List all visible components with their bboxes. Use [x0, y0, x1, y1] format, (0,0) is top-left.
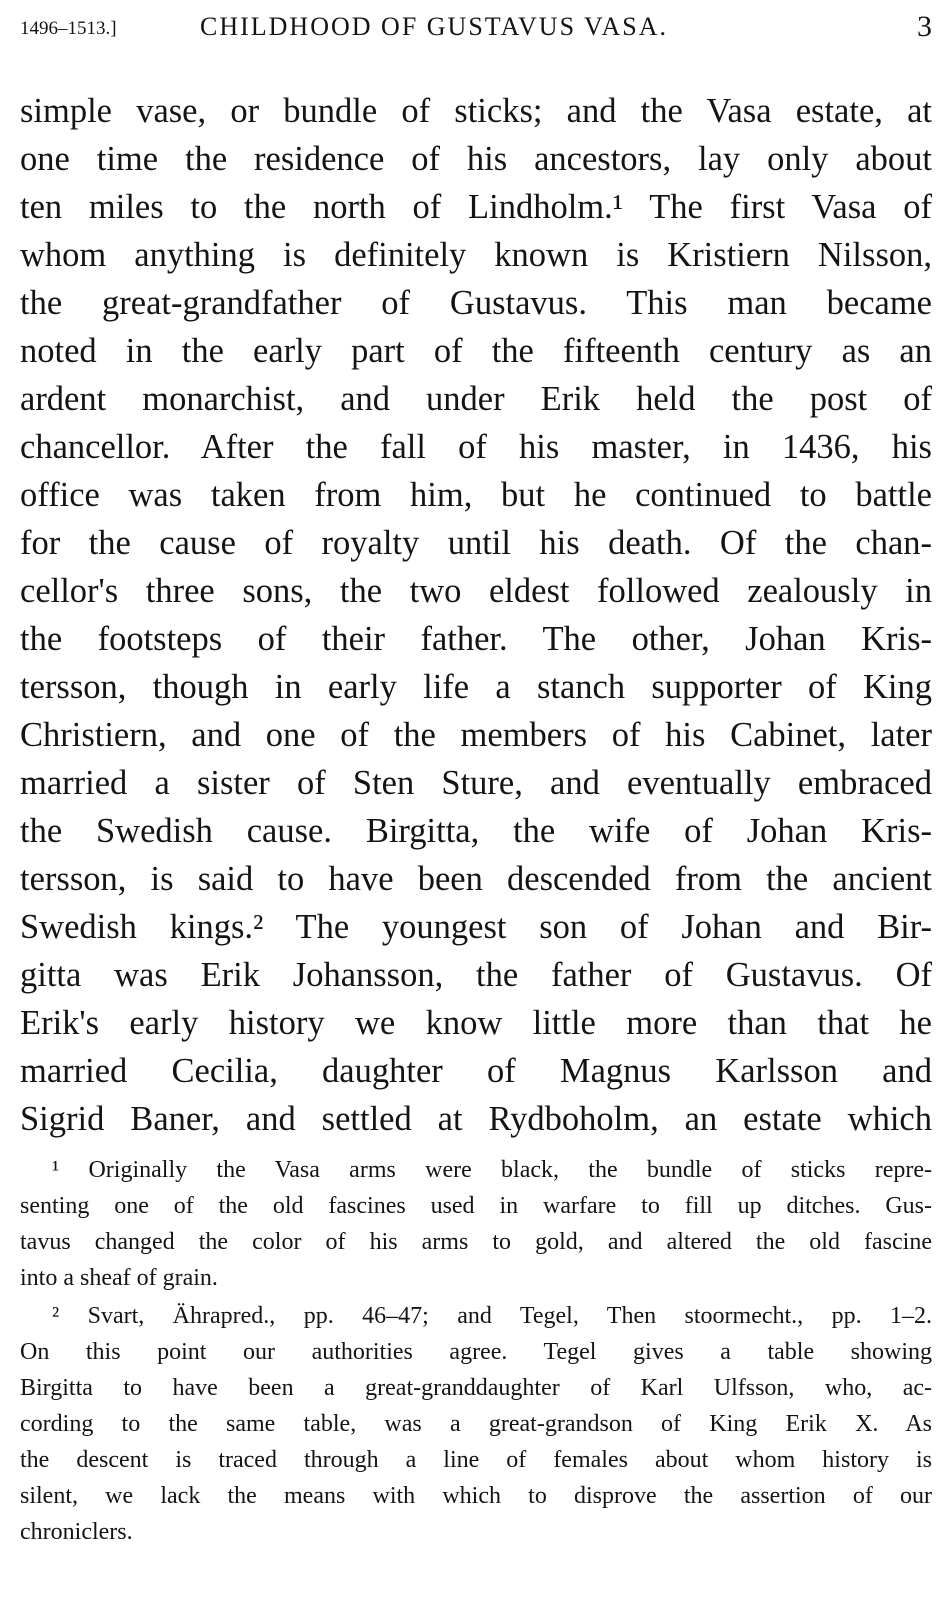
body-line: ten miles to the north of Lindholm.¹ The first Vasa of — [20, 188, 932, 226]
body-line: Christiern, and one of the members of his Cabinet, later — [20, 716, 932, 754]
body-line: the Swedish cause. Birgitta, the wife of Johan Kris- — [20, 812, 932, 850]
body-line: cellor's three sons, the two eldest followed zealously in — [20, 572, 932, 610]
body-line: one time the residence of his ancestors, lay only about — [20, 140, 932, 178]
body-line: ardent monarchist, and under Erik held the post of — [20, 380, 932, 418]
footnote-2-line: the descent is traced through a line of females about whom history is — [20, 1447, 932, 1473]
footnote-1-line: senting one of the old fascines used in warfare to fill up ditches. Gus- — [20, 1193, 932, 1219]
running-header — [20, 8, 932, 48]
body-line: noted in the early part of the fifteenth century as an — [20, 332, 932, 370]
body-line: the great-grandfather of Gustavus. This man became — [20, 284, 932, 322]
body-line: tersson, though in early life a stanch supporter of King — [20, 668, 932, 706]
body-line: married a sister of Sten Sture, and eventually embraced — [20, 764, 932, 802]
body-line: the footsteps of their father. The other, Johan Kris- — [20, 620, 932, 658]
body-line: whom anything is definitely known is Kristiern Nilsson, — [20, 236, 932, 274]
footnote-2-line: ² Svart, Ährapred., pp. 46–47; and Tegel, Then stoormecht., pp. 1–2. — [52, 1303, 932, 1329]
body-line: married Cecilia, daughter of Magnus Karlsson and — [20, 1052, 932, 1090]
footnote-2-line: silent, we lack the means with which to disprove the assertion of our — [20, 1483, 932, 1509]
footnote-2-line: cording to the same table, was a great-grandson of King Erik X. As — [20, 1411, 932, 1437]
footnote-2-line: chroniclers. — [20, 1519, 133, 1545]
body-line: tersson, is said to have been descended from the ancient — [20, 860, 932, 898]
body-line: office was taken from him, but he continued to battle — [20, 476, 932, 514]
header-chapter-title: CHILDHOOD OF GUSTAVUS VASA. — [200, 12, 668, 41]
footnote-2-line: Birgitta to have been a great-granddaughter of Karl Ulfsson, who, ac- — [20, 1375, 932, 1401]
body-line: for the cause of royalty until his death. Of the chan- — [20, 524, 932, 562]
footnote-1-line: into a sheaf of grain. — [20, 1265, 218, 1291]
page-number: 3 — [917, 10, 932, 43]
footnote-2-line: On this point our authorities agree. Tegel gives a table showing — [20, 1339, 932, 1365]
body-line: gitta was Erik Johansson, the father of Gustavus. Of — [20, 956, 932, 994]
body-line: Erik's early history we know little more than that he — [20, 1004, 932, 1042]
footnote-1-line: tavus changed the color of his arms to gold, and altered the old fascine — [20, 1229, 932, 1255]
body-line: Sigrid Baner, and settled at Rydboholm, an estate which — [20, 1100, 932, 1138]
footnote-1-line: ¹ Originally the Vasa arms were black, the bundle of sticks repre- — [52, 1157, 932, 1183]
body-line: simple vase, or bundle of sticks; and the Vasa estate, at — [20, 92, 932, 130]
body-line: Swedish kings.² The youngest son of Johan and Bir- — [20, 908, 932, 946]
body-line: chancellor. After the fall of his master, in 1436, his — [20, 428, 932, 466]
header-year-range: 1496–1513.] — [20, 18, 117, 39]
